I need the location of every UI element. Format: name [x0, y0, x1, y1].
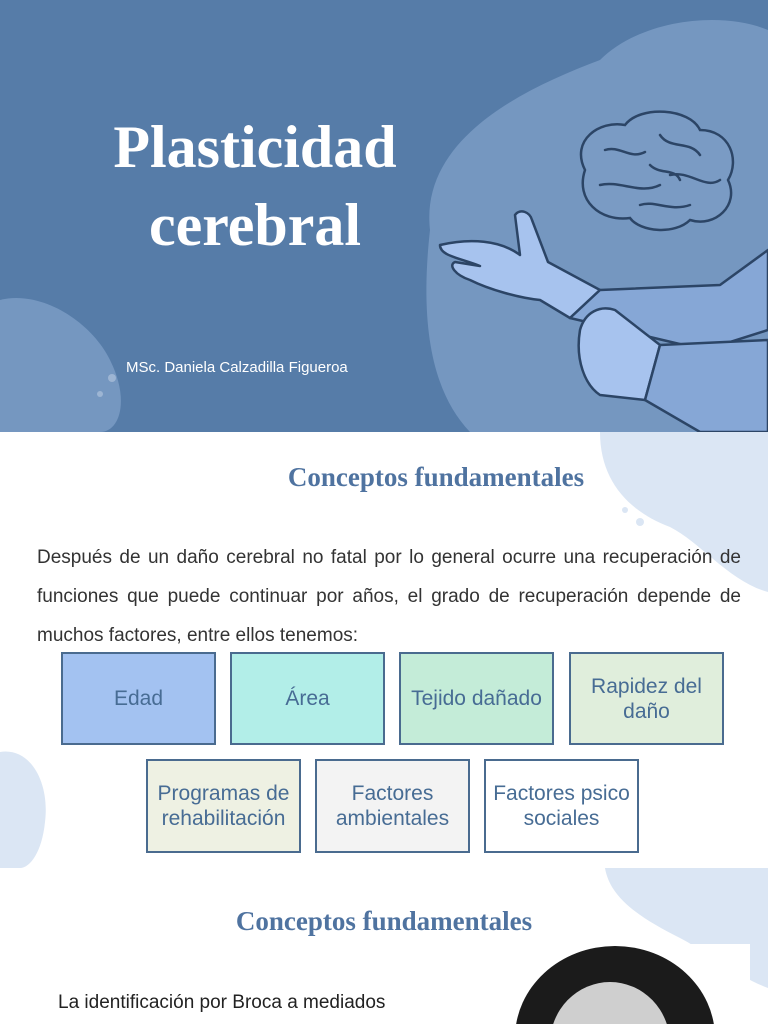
left-blob-shape [0, 298, 121, 432]
section-heading: Conceptos fundamentales [235, 906, 533, 936]
factor-label: Programas de rehabilitación [157, 782, 290, 830]
body-text: La identificación por Broca a mediados [58, 992, 386, 1013]
factor-label: Factores ambientales [335, 782, 450, 830]
factor-box-rapidez [569, 652, 724, 745]
factor-box-programas [146, 759, 301, 853]
factor-box-edad [61, 652, 216, 745]
concepts-slide-2 [0, 868, 768, 1024]
decor-dot [97, 391, 103, 397]
bottom-left-blob-shape [0, 752, 46, 868]
presentation-title [40, 108, 470, 264]
decor-dot [622, 507, 628, 513]
title-line-2: cerebral [148, 192, 362, 258]
factor-box-area [230, 652, 385, 745]
intro-paragraph: Después de un daño cerebral no fatal por lo general ocurre una recuperación de funciones que puede continuar por años, el grado de recuperación depende de muchos factores, entre ellos tenemos: [37, 547, 741, 646]
author-name: MSc. Daniela Calzadilla Figueroa [126, 359, 348, 376]
factor-label: Tejido dañado [411, 687, 542, 710]
section-heading: Conceptos fundamentales [287, 462, 585, 492]
concepts-slide [0, 432, 768, 868]
factor-box-psicosociales [484, 759, 639, 853]
factor-label: Rapidez del daño [591, 674, 702, 723]
factor-label: Área [285, 687, 330, 710]
decor-dot [108, 374, 116, 382]
factor-box-ambientales [315, 759, 470, 853]
cover-slide [0, 0, 768, 432]
factor-label: Edad [113, 687, 164, 710]
factor-box-tejido [399, 652, 554, 745]
title-line-1: Plasticidad [113, 114, 397, 180]
decor-dot [636, 518, 644, 526]
factor-label: Factores psicosociales [493, 782, 630, 830]
